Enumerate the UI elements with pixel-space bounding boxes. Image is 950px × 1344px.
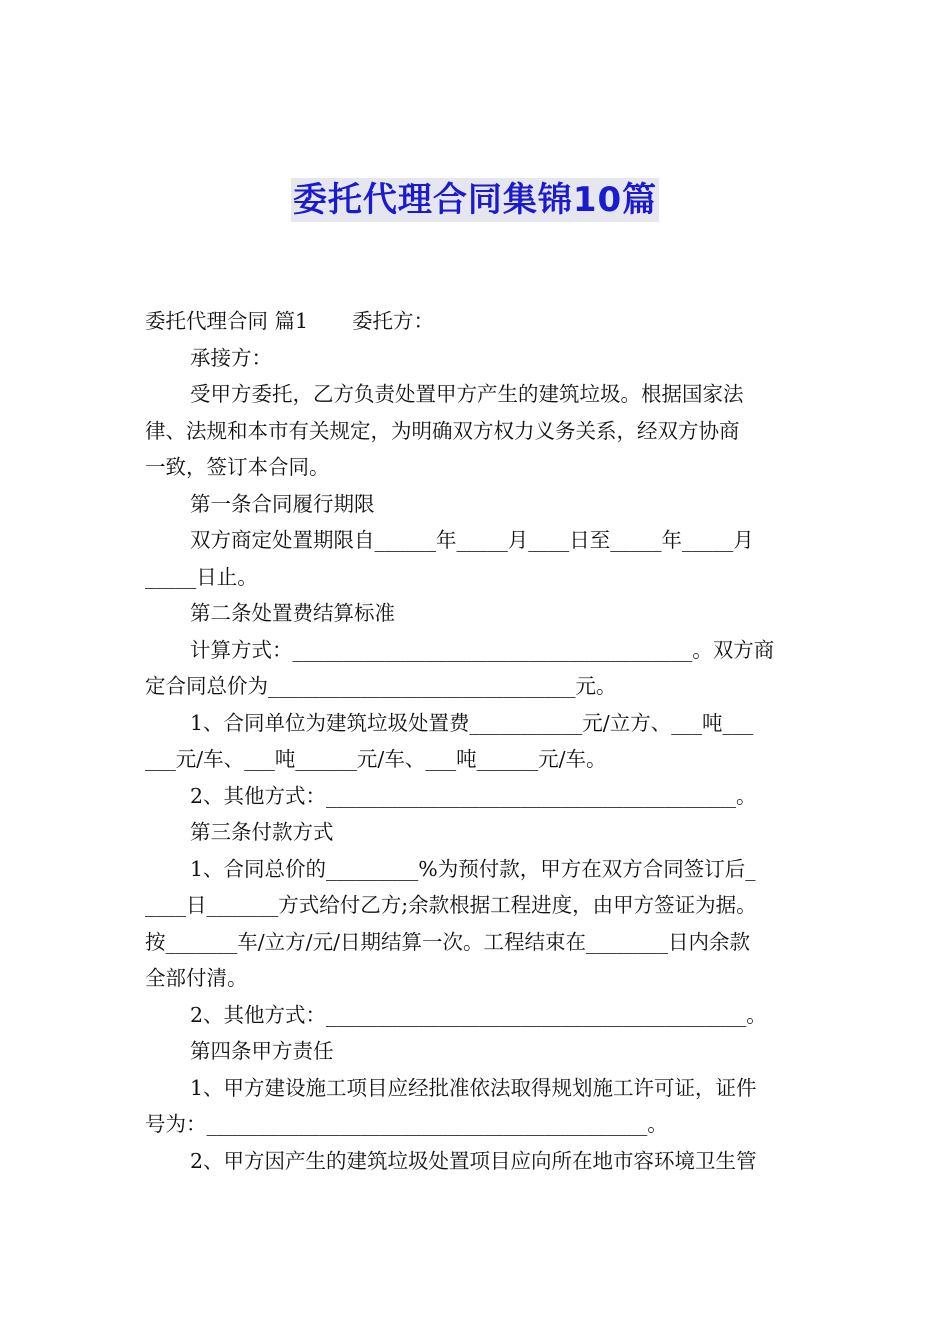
section-heading: 委托代理合同 篇1 xyxy=(145,309,309,333)
paragraph-line: 1、甲方建设施工项目应经批准依法取得规划施工许可证，证件 xyxy=(190,1075,757,1100)
paragraph-line: 双方商定处置期限自______年_____月____日至_____年_____月 xyxy=(190,528,754,552)
paragraph-line: 受甲方委托，乙方负责处置甲方产生的建筑垃圾。根据国家法 xyxy=(190,382,744,406)
paragraph-line: 一致，签订本合同。 xyxy=(145,455,330,479)
paragraph-line: 律、法规和本市有关规定，为明确双方权力义务关系，经双方协商 xyxy=(145,418,740,443)
paragraph-line: 定合同总价为______________________________元。 xyxy=(145,674,617,698)
clause-heading: 第二条处置费结算标准 xyxy=(190,601,395,625)
clause-heading: 第三条付款方式 xyxy=(190,820,334,844)
paragraph-line: ____日_______方式给付乙方;余款根据工程进度，由甲方签证为据。 xyxy=(145,893,757,917)
paragraph-line: 1、合同单位为建筑垃圾处置费___________元/立方、___吨___ xyxy=(190,710,754,735)
paragraph-line: 1、合同总价的_________%为预付款，甲方在双方合同签订后_ xyxy=(190,856,756,881)
heading-line xyxy=(145,303,809,340)
clause-heading: 第四条甲方责任 xyxy=(190,1039,334,1063)
party-label: 委托方： xyxy=(352,309,435,333)
paragraph-line: 2、其他方式：________________________________________。 xyxy=(190,783,757,808)
paragraph-line: 承接方： xyxy=(190,345,272,370)
document-title: 委托代理合同集锦10篇 xyxy=(292,180,658,220)
paragraph-line: 号为：___________________________________________。 xyxy=(145,1112,668,1136)
paragraph-line: 2、其他方式：_________________________________________。 xyxy=(190,1002,767,1027)
title-area xyxy=(0,178,950,222)
clause-heading: 第一条合同履行期限 xyxy=(190,491,375,516)
paragraph-line: 按_______车/立方/元/日期结算一次。工程结束在________日内余款 xyxy=(145,929,750,954)
paragraph-line: 计算方式：_______________________________________。双方商 xyxy=(190,637,775,662)
paragraph-line: 2、甲方因产生的建筑垃圾处置项目应向所在地市容环境卫生管 xyxy=(190,1148,757,1173)
document-body xyxy=(145,303,809,1179)
paragraph-line: 全部付清。 xyxy=(145,966,248,990)
paragraph-line: ___元/车、___吨______元/车、___吨______元/车。 xyxy=(145,747,607,771)
paragraph-line: _____日止。 xyxy=(145,564,258,589)
